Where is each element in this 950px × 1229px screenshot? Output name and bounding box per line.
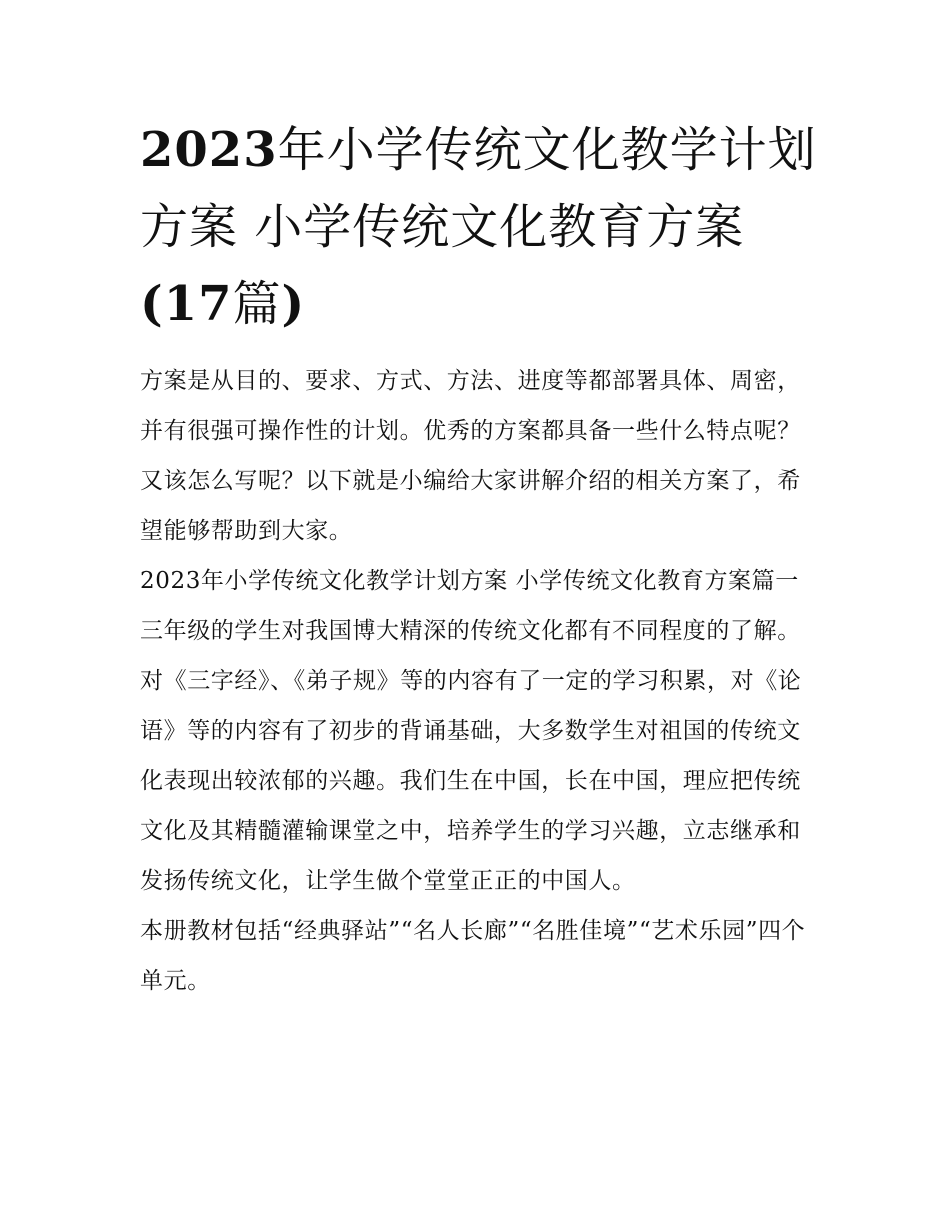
body-paragraph: 本册教材包括“经典驿站”“名人长廊”“名胜佳境”“艺术乐园”四个单元。 xyxy=(140,918,806,994)
title-open-paren: (17 xyxy=(140,276,233,332)
document-body xyxy=(140,356,820,1006)
body-paragraph: 三年级的学生对我国博大精深的传统文化都有不同程度的了解。对《三字经》、《弟子规》等的内容有了一定的学习积累，对《论语》等的内容有了初步的背诵基础，大多数学生对祖国的传统文化表现出较浓郁的兴趣。我们生在中国，长在中国，理应把传统文化及其精髓灌输课堂之中，培养学生的学习兴趣，立志继承和发扬传统文化，让学生做个堂堂正正的中国人。 xyxy=(140,618,802,894)
section-heading: 2023年小学传统文化教学计划方案 小学传统文化教育方案篇一 xyxy=(140,568,799,594)
title-year: 2023 xyxy=(140,122,278,178)
document-title xyxy=(140,112,820,343)
title-line2: 方案 小学传统文化教育方案 xyxy=(140,199,745,255)
intro-paragraph: 方案是从目的、要求、方式、方法、进度等都部署具体、周密，并有很强可操作性的计划。优秀的方案都具备一些什么特点呢？又该怎么写呢？以下就是小编给大家讲解介绍的相关方案了，希望能够帮助到大家。 xyxy=(140,368,801,544)
title-close-paren: ) xyxy=(281,276,306,332)
title-line1-rest: 年小学传统文化教学计划 xyxy=(277,122,817,178)
title-pian: 篇 xyxy=(232,276,282,332)
